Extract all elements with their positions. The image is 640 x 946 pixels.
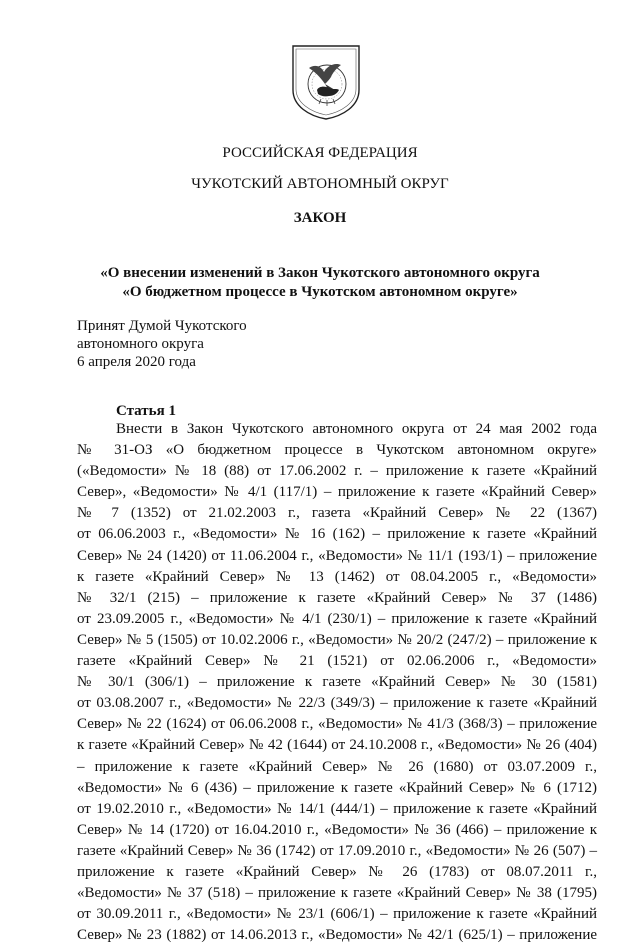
coat-of-arms-emblem (291, 44, 361, 120)
article-line: – приложение к газете «Крайний Север» № 26 (1680) от 03.07.2009 г., (77, 758, 597, 775)
adoption-note-line-1: Принят Думой Чукотского (77, 318, 247, 334)
article-line: № 31-ОЗ «О бюджетном процессе в Чукотском автономном округе» (77, 442, 597, 459)
document-type: ЗАКОН (293, 210, 347, 226)
article-line: к газете «Крайний Север» № 42 (1644) от 24.10.2008 г., «Ведомости» № 26 (404) (77, 737, 597, 754)
article-line: «Ведомости» № 6 (436) – приложение к газете «Крайний Север» № 6 (1712) (77, 779, 597, 796)
article-line: Внести в Закон Чукотского автономного округа от 24 мая 2002 года (116, 421, 597, 437)
article-heading: Статья 1 (116, 403, 176, 419)
article-line: от 19.02.2010 г., «Ведомости» № 14/1 (444/1) – приложение к газете «Крайний (77, 800, 597, 817)
law-title-line-2: «О бюджетном процессе в Чукотском автономном округе» (122, 284, 518, 300)
article-line: Север» № 23 (1882) от 14.06.2013 г., «Ведомости» № 42/1 (625/1) – приложение (77, 927, 597, 944)
adoption-note-date: 6 апреля 2020 года (77, 354, 196, 370)
adoption-note (77, 317, 247, 371)
article-line: («Ведомости» № 18 (88) от 17.06.2002 г. – приложение к газете «Крайний (77, 463, 597, 480)
article-line: от 23.09.2005 г., «Ведомости» № 4/1 (230/1) – приложение к газете «Крайний (77, 610, 597, 627)
article-line: № 32/1 (215) – приложение к газете «Крайний Север» № 37 (1486) (77, 589, 597, 606)
article-line: Север» № 22 (1624) от 06.06.2008 г., «Ведомости» № 41/3 (368/3) – приложение (77, 716, 597, 733)
article-body (77, 419, 597, 946)
article-line: приложение к газете «Крайний Север» № 26 (1783) от 08.07.2011 г., (77, 863, 597, 880)
article-line: к газете «Крайний Север» № 13 (1462) от 08.04.2005 г., «Ведомости» (77, 568, 597, 585)
article-line: Север», «Ведомости» № 4/1 (117/1) – приложение к газете «Крайний Север» (77, 484, 597, 501)
article-line: № 30/1 (306/1) – приложение к газете «Крайний Север» № 30 (1581) (77, 674, 597, 691)
article-line: Север» № 5 (1505) от 10.02.2006 г., «Ведомости» № 20/2 (247/2) – приложение к (77, 631, 597, 648)
article-line: от 30.09.2011 г., «Ведомости» № 23/1 (606/1) – приложение к газете «Крайний (77, 906, 597, 923)
article-line: № 7 (1352) от 21.02.2003 г., газета «Крайний Север» № 22 (1367) (77, 505, 597, 522)
article-line: газете «Крайний Север» № 21 (1521) от 02.06.2006 г., «Ведомости» (77, 653, 597, 670)
article-line: Север» № 14 (1720) от 16.04.2010 г., «Ведомости» № 36 (466) – приложение к (77, 821, 597, 838)
article-line: Север» № 24 (1420) от 11.06.2004 г., «Ведомости» № 11/1 (193/1) – приложение (77, 547, 597, 564)
header-federation: РОССИЙСКАЯ ФЕДЕРАЦИЯ (222, 145, 418, 161)
header-region: ЧУКОТСКИЙ АВТОНОМНЫЙ ОКРУГ (191, 176, 449, 192)
article-line: газете «Крайний Север» № 36 (1742) от 17.09.2010 г., «Ведомости» № 26 (507) – (77, 842, 597, 859)
adoption-note-line-2: автономного округа (77, 336, 204, 352)
law-title-line-1: «О внесении изменений в Закон Чукотского автономного округа (100, 265, 540, 281)
article-line: от 03.08.2007 г., «Ведомости» № 22/3 (349/3) – приложение к газете «Крайний (77, 695, 597, 712)
article-line: «Ведомости» № 37 (518) – приложение к газете «Крайний Север» № 38 (1795) (77, 885, 597, 902)
article-line: от 06.06.2003 г., «Ведомости» № 16 (162) – приложение к газете «Крайний (77, 526, 597, 543)
